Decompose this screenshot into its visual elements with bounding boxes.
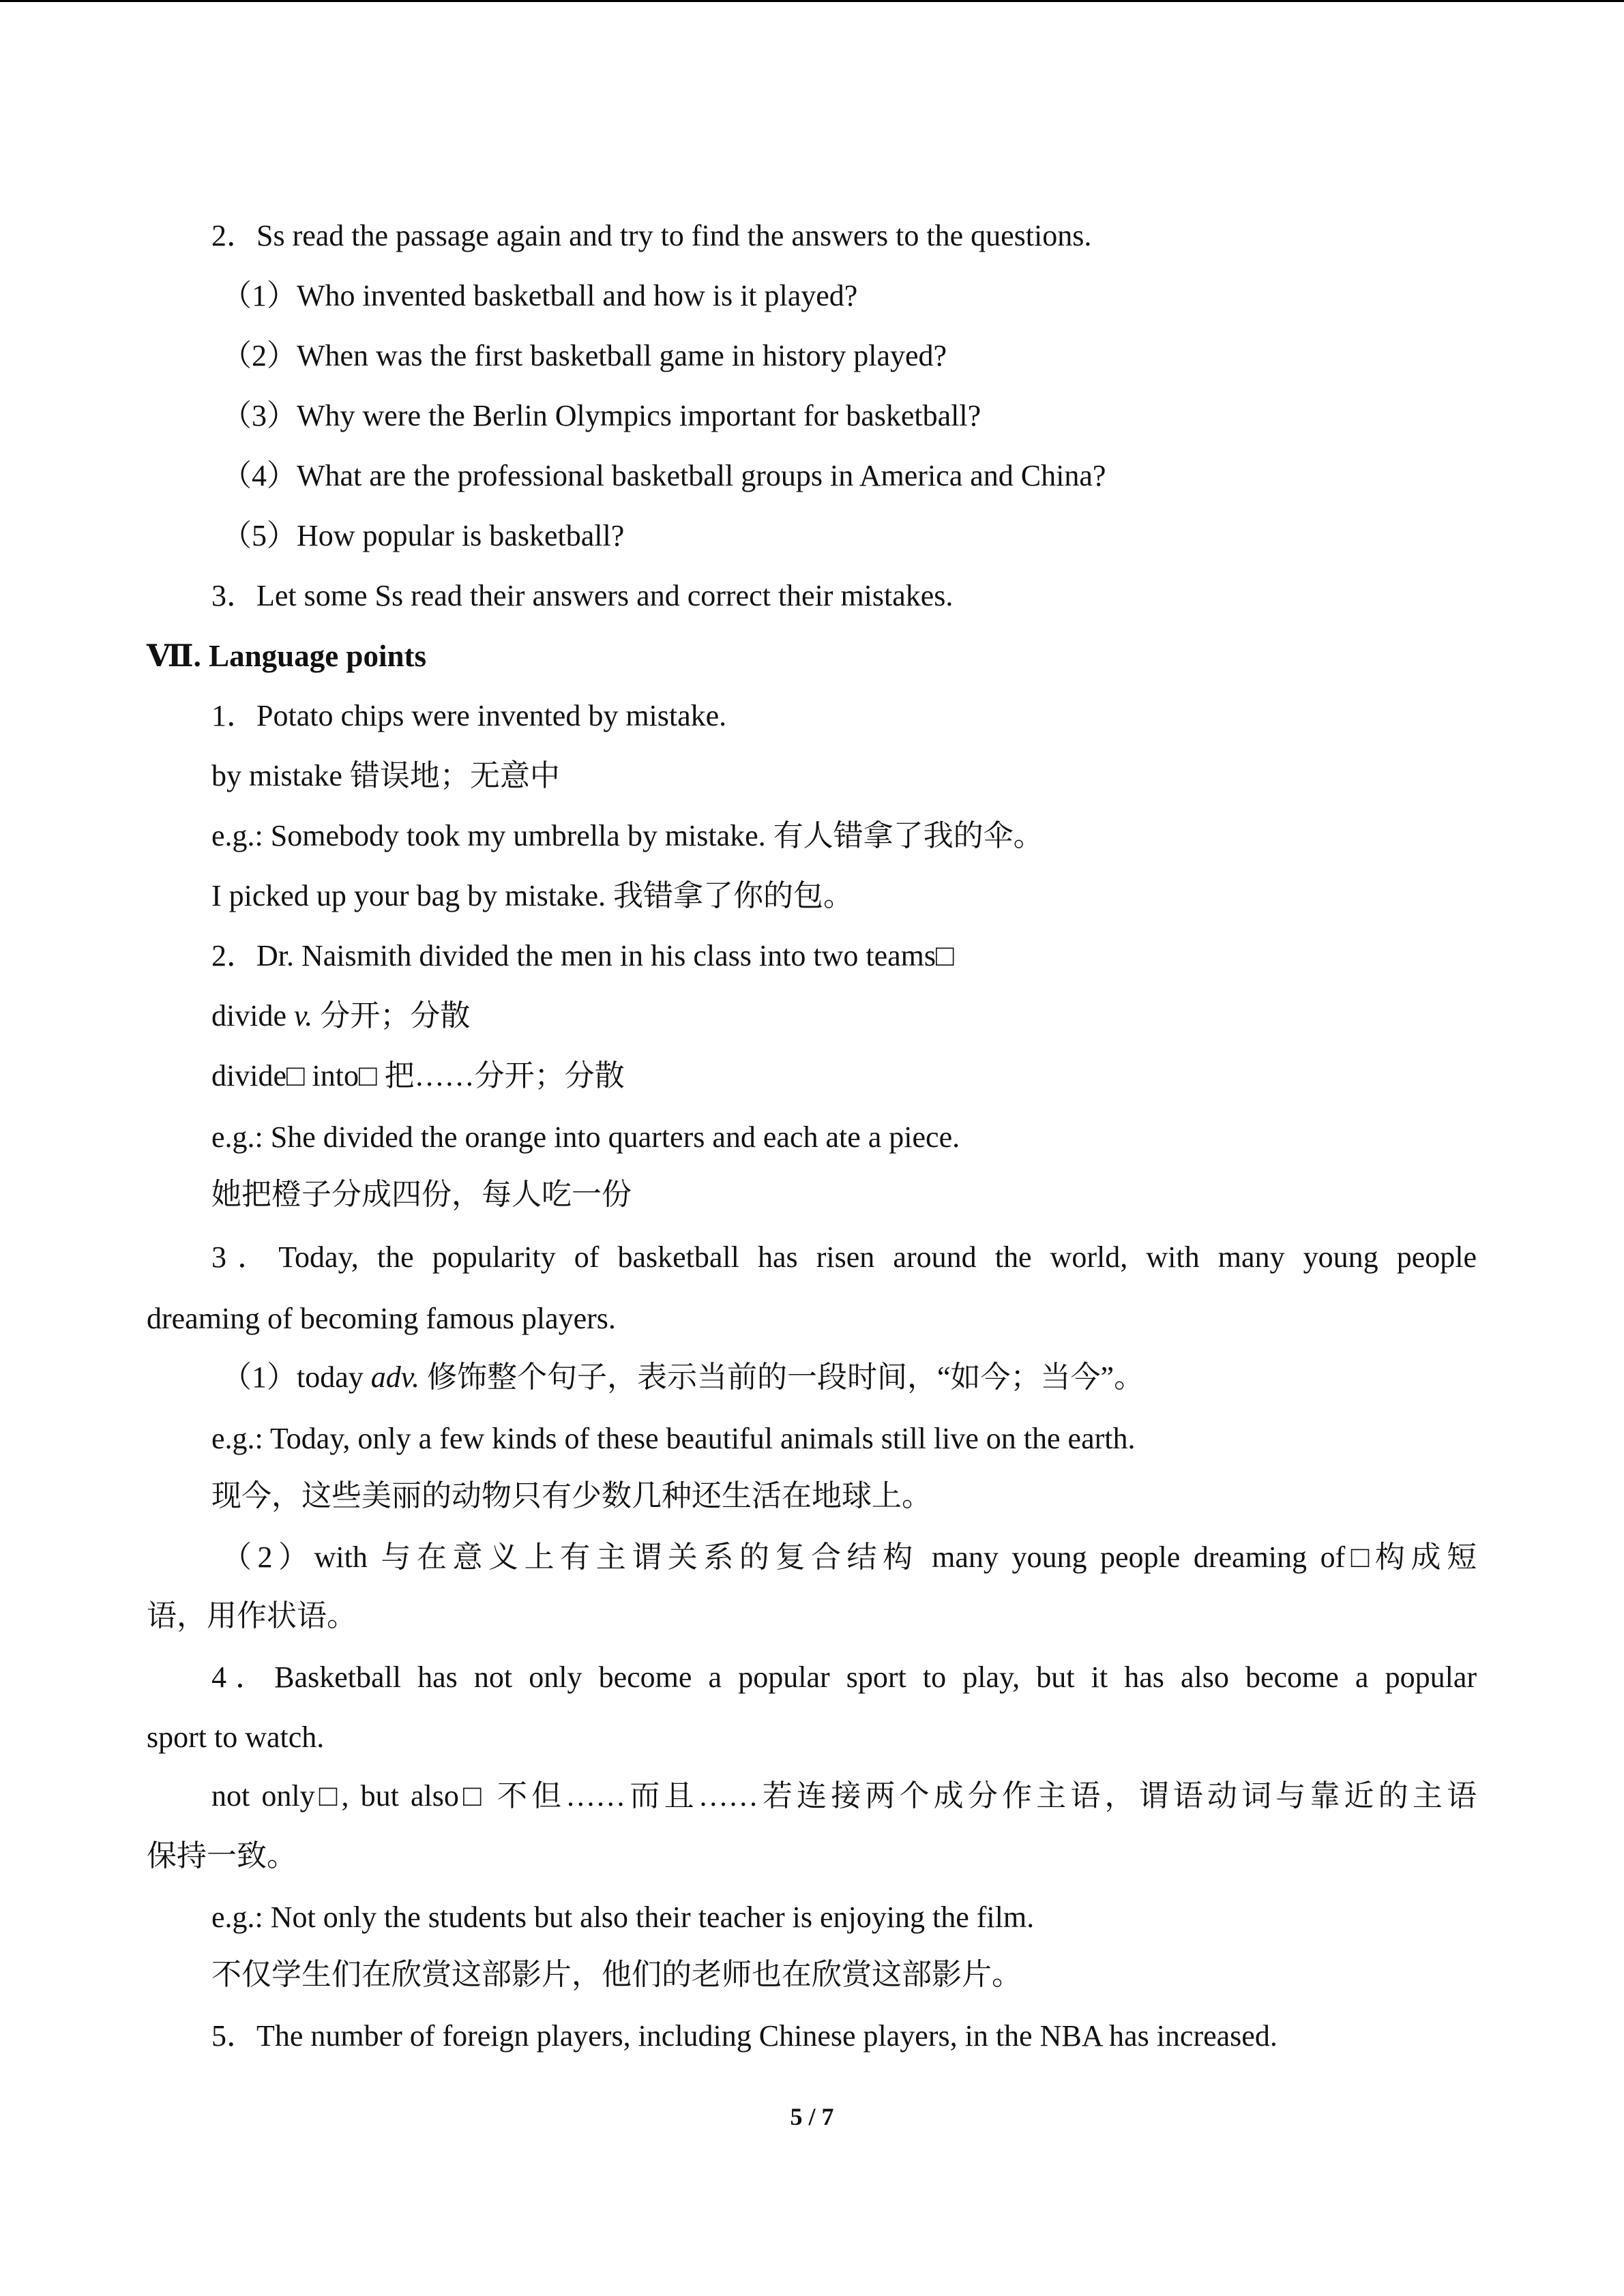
sub-1-meaning: 修饰整个句子，表示当前的一段时间，“如今；当今”。 (419, 1360, 1145, 1394)
word-meaning: 分开；分散 (312, 999, 471, 1032)
point-4-example: e.g.: Not only the students but also their teacher is enjoying the film. (211, 1900, 1035, 1934)
question-3: （3）Why were the Berlin Olympics important for basketball? (222, 399, 981, 432)
point-3-example: e.g.: Today, only a few kinds of these beautiful animals still live on the earth. (211, 1422, 1136, 1455)
point-3-title: 3．Today, the popularity of basketball has risen around the world, with many young people (211, 1240, 1477, 1274)
sub-1-lead: （1）today (222, 1360, 371, 1394)
page-number: 5 / 7 (790, 2103, 834, 2130)
point-1-phrase: by mistake 错误地；无意中 (211, 759, 560, 792)
point-5-title: 5．The number of foreign players, including Chinese players, in the NBA has increased. (211, 2019, 1278, 2053)
point-1-title: 1．Potato chips were invented by mistake. (211, 699, 727, 732)
question-5: （5）How popular is basketball? (222, 519, 625, 552)
point-2-phrase: divide□ into□ 把……分开；分散 (211, 1059, 625, 1092)
point-3-translation: 现今，这些美丽的动物只有少数几种还生活在地球上。 (211, 1479, 932, 1512)
point-2-translation: 她把橙子分成四份，每人吃一份 (211, 1178, 632, 1211)
sub-1-pos: adv. (370, 1360, 420, 1394)
point-3-sub-1 (222, 1358, 1144, 1397)
point-4-phrase-cont: 保持一致。 (147, 1839, 297, 1873)
point-4-phrase: not only□, but also□ 不但……而且……若连接两个成分作主语，谓语动词与靠近的主语 (211, 1779, 1477, 1813)
step-3-line: 3．Let some Ss read their answers and correct their mistakes. (211, 579, 954, 612)
point-2-title: 2．Dr. Naismith divided the men in his class into two teams□ (211, 939, 954, 972)
part-of-speech: v. (293, 999, 313, 1032)
section-heading: Ⅶ. Language points (147, 639, 426, 673)
point-2-example: e.g.: She divided the orange into quarters and each ate a piece. (211, 1120, 960, 1154)
word-text: divide (211, 999, 294, 1032)
step-2-line: 2．Ss read the passage again and try to find the answers to the questions. (211, 219, 1092, 252)
question-2: （2）When was the first basketball game in history played? (222, 339, 947, 372)
point-3-title-cont: dreaming of becoming famous players. (147, 1302, 616, 1335)
point-4-title: 4．Basketball has not only become a popular sport to play, but it has also become a popular (211, 1660, 1477, 1694)
point-4-title-cont: sport to watch. (147, 1720, 325, 1754)
question-1: （1）Who invented basketball and how is it played? (222, 279, 858, 312)
point-3-sub-2-cont: 语，用作状语。 (147, 1599, 357, 1632)
point-3-sub-2: （2）with 与在意义上有主谓关系的复合结构 many young people dreaming of□构成短 (222, 1540, 1477, 1574)
point-2-word (211, 997, 470, 1035)
question-4: （4）What are the professional basketball groups in America and China? (222, 459, 1106, 492)
point-4-translation: 不仅学生们在欣赏这部影片，他们的老师也在欣赏这部影片。 (211, 1958, 1022, 1991)
point-1-example-1: e.g.: Somebody took my umbrella by mistake. 有人错拿了我的伞。 (211, 819, 1044, 852)
point-1-example-2: I picked up your bag by mistake. 我错拿了你的包。 (211, 879, 853, 912)
